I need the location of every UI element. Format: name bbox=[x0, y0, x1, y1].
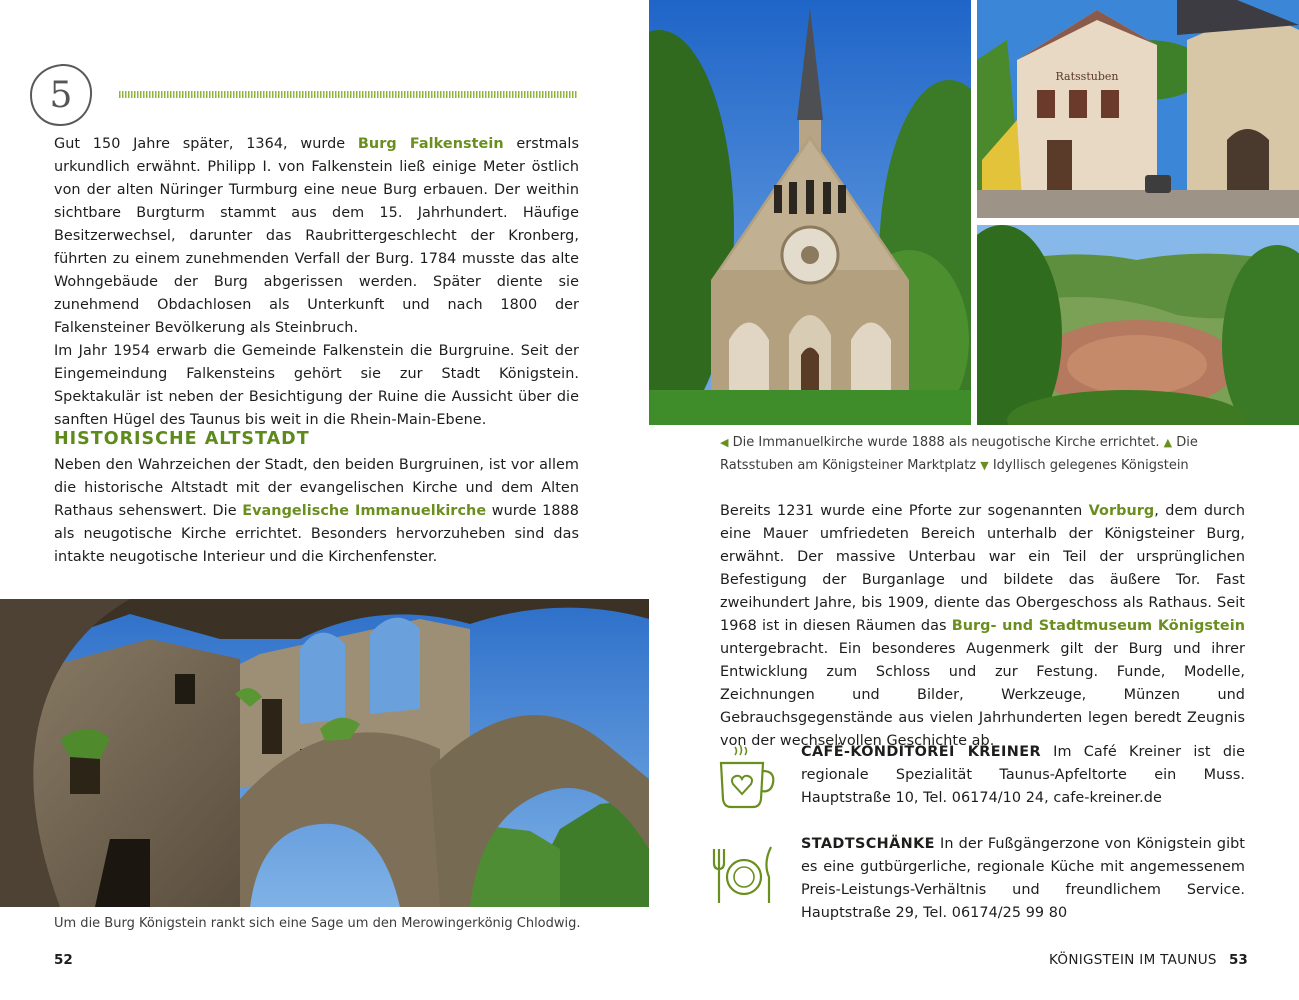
chapter-badge bbox=[28, 62, 94, 128]
running-head: KÖNIGSTEIN IM TAUNUS bbox=[1049, 952, 1217, 968]
page-number-left: 52 bbox=[54, 952, 73, 968]
fork-plate-knife-icon bbox=[709, 833, 779, 903]
ruin-photo-caption: Um die Burg Königstein rankt sich eine Sage um den Merowingerkönig Chlodwig. bbox=[54, 916, 581, 931]
ratsstuben-photo bbox=[977, 0, 1299, 218]
coffee-cup-heart-icon bbox=[709, 741, 779, 811]
altstadt-paragraph: Neben den Wahrzeichen der Stadt, den beiden Burgruinen, ist vor allem die historische Altstadt mit der evangelischen Kirche und dem Alten Rathaus sehenswert. Die Evangelische Immanuelkirche wurde 1888 als neugotische Kirche errichtet. Besonders hervorzuheben sind das intakte neugotische Interieur und die Kirchenfenster. bbox=[54, 457, 579, 565]
tip-schaenke-text: STADTSCHÄNKE In der Fußgängerzone von Königstein gibt es eine gutbürgerliche, regionale Küche mit angemessenem Preis-Leistungs-Verhältnis und freundlichem Service. Hauptstraße 29, Tel. 06174/25 99 80 bbox=[801, 836, 1245, 921]
dotted-divider bbox=[119, 91, 577, 98]
page-number-right: 53 bbox=[1229, 952, 1248, 968]
tip-stadtschaenke bbox=[709, 833, 1249, 943]
highlight-burg-falkenstein: Burg Falkenstein bbox=[357, 136, 504, 152]
tip-cafe-text: CAFÉ-KONDITOREI KREINER Im Café Kreiner ist die regionale Spezialität Taunus-Apfeltorte ein Muss. Hauptstraße 10, Tel. 06174/10 24, cafe-kreiner.de bbox=[801, 744, 1245, 806]
vorburg-paragraph: Bereits 1231 wurde eine Pforte zur sogenannten Vorburg, dem durch eine Mauer umfriedeten Bereich unterhalb der Königsteiner Burg, erwähnt. Der massive Unterbau war ein Teil der ursprünglichen Befestigung der Burganlage und bildete das äußere Tor. Fast zweihundert Jahre, bis 1909, diente das Obergeschoss als Rathaus. Seit 1968 ist in diesen Räumen das Burg- und Stadtmuseum Königstein untergebracht. Ein besonderes Augenmerk gilt der Burg und ihrer Entwicklung zum Schloss und zur Festung. Funde, Modelle, Zeichnungen und Bilder, Werkzeuge, Münzen und Gebrauchsgegenstände aus vielen Jahrhunderten legen beredt Zeugnis von der wechselvollen Geschichte ab. bbox=[720, 503, 1245, 749]
castle-ruin-photo bbox=[0, 599, 649, 907]
right-page bbox=[649, 0, 1299, 1000]
tip-cafe-kreiner bbox=[709, 741, 1249, 831]
immanuelkirche-photo bbox=[649, 0, 971, 425]
left-page bbox=[0, 0, 649, 1000]
highlight-vorburg: Vorburg bbox=[1088, 503, 1155, 519]
section-heading: HISTORISCHE ALTSTADT bbox=[54, 429, 310, 449]
highlight-stadtmuseum: Burg- und Stadtmuseum Königstein bbox=[951, 618, 1245, 634]
intro-text bbox=[54, 133, 579, 432]
vorburg-text bbox=[720, 500, 1245, 753]
left-arrow-icon: ◀ bbox=[720, 436, 729, 449]
tip-schaenke-name: STADTSCHÄNKE bbox=[801, 836, 935, 852]
ratsstuben-sign: Ratsstuben bbox=[1055, 70, 1119, 83]
photo-caption: ◀ Die Immanuelkirche wurde 1888 als neugotische Kirche errichtet. ▲ Die Ratsstuben am Königsteiner Marktplatz ▼ Idyllisch gelegenes Königstein bbox=[720, 435, 1198, 473]
chapter-number: 5 bbox=[49, 74, 73, 116]
down-arrow-icon: ▼ bbox=[980, 459, 989, 472]
koenigstein-town-photo bbox=[977, 225, 1299, 425]
up-arrow-icon: ▲ bbox=[1163, 436, 1173, 449]
intro-paragraph: Im Jahr 1954 erwarb die Gemeinde Falkenstein die Burgruine. Seit der Eingemeindung Falkensteins gehört sie zur Stadt Königstein. Spektakulär ist neben der Besichtigung der Ruine die Aussicht über die sanften Hügel des Taunus bis weit in die Rhein-Main-Ebene. bbox=[54, 343, 579, 428]
altstadt-text bbox=[54, 454, 579, 569]
tip-cafe-name: CAFÉ-KONDITOREI KREINER bbox=[801, 744, 1041, 760]
intro-paragraph: Gut 150 Jahre später, 1364, wurde Burg Falkenstein erstmals urkundlich erwähnt. Philipp I. von Falkenstein ließ einige Meter östlich von der alten Nüringer Turmburg eine neue Burg erbauen. Der weithin sichtbare Burgturm stammt aus dem 15. Jahrhundert. Häufige Besitzerwechsel, darunter das Raubrittergeschlecht der Kronberg, führten zu einem zunehmenden Verfall der Burg. 1784 musste das alte Wohngebäude der Burg abgerissen werden. Später diente sie zunehmend Obdachlosen als Unterkunft und nach 1800 der Falkensteiner Bevölkerung als Steinbruch. bbox=[54, 136, 579, 336]
highlight-immanuelkirche: Evangelische Immanuelkirche bbox=[242, 503, 487, 519]
